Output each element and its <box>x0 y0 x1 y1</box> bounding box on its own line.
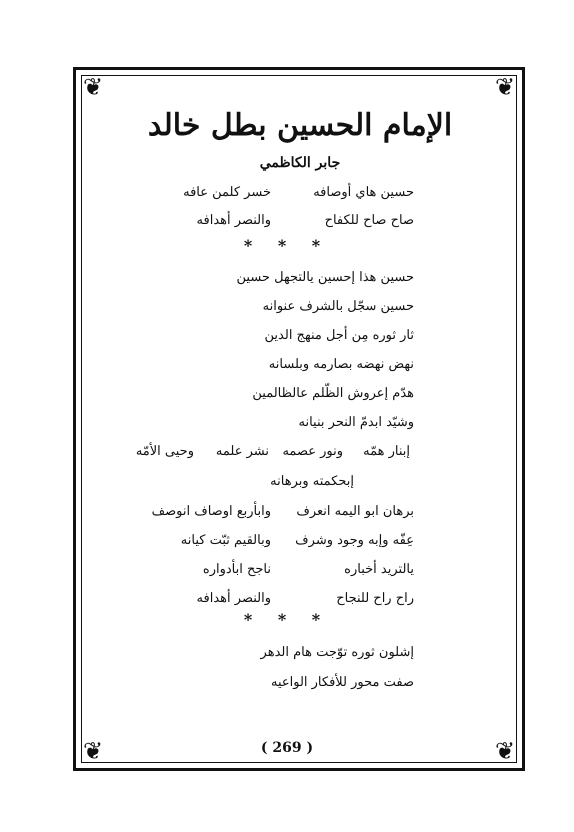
verse-hemistich: وبالقيم ثبّت كيانه <box>180 533 271 548</box>
verse-line: ثار ثوره مِن أجل منهج الدين <box>264 328 414 343</box>
corner-ornament-icon: ❦ <box>494 737 516 765</box>
verse-hemistich: ناجح ابأدواره <box>202 562 271 577</box>
verse-line: وشيّد ابدمّ النحر بنيانه <box>298 415 414 430</box>
corner-ornament-icon: ❦ <box>82 737 104 765</box>
verse-hemistich: برهان ابو اليمه انعرف <box>296 504 414 519</box>
verse-hemistich: وابأربع اوصاف انوصف <box>151 504 271 519</box>
page-number: ( 269 ) <box>260 740 314 756</box>
poet-name: جابر الكاظمي <box>259 155 341 171</box>
corner-ornament-icon: ❦ <box>494 73 516 101</box>
verse-segment: نشر علمه <box>215 444 269 459</box>
corner-ornament-icon: ❦ <box>82 73 104 101</box>
verse-segment: ونور عصمه <box>282 444 343 459</box>
verse-hemistich: يالتريد أخباره <box>344 562 414 577</box>
verse-hemistich: والنصر أهدافه <box>196 213 271 228</box>
verse-hemistich: راح راح للنجاح <box>336 591 414 606</box>
verse-line: هدّم إعروش الظّلم عالظالمين <box>252 386 414 401</box>
verse-line: حسين سجّل بالشرف عنوانه <box>262 299 414 314</box>
section-divider: * * * <box>243 610 331 629</box>
verse-hemistich: والنصر أهدافه <box>196 591 271 606</box>
verse-segment: وحيى الأمّه <box>135 444 194 459</box>
verse-line: إبحكمته وبرهانه <box>270 474 354 489</box>
verse-hemistich: خسر كلمن عافه <box>183 185 271 200</box>
verse-line: حسين هذا إحسين يالتجهل حسين <box>236 270 414 285</box>
poem-title: الإمام الحسين بطل خالد <box>147 108 453 143</box>
verse-hemistich: حسين هاي أوصافه <box>313 185 414 200</box>
verse-hemistich: عِفّه وإبه وجود وشرف <box>295 533 414 548</box>
verse-segment: إبنار همّه <box>363 444 410 459</box>
verse-line: صفت محور للأفكار الواعيه <box>270 675 414 690</box>
section-divider: * * * <box>243 236 331 255</box>
verse-line: إشلون ثوره توّجت هام الدهر <box>260 645 414 660</box>
verse-line: نهض نهضه بصارمه وبلسانه <box>268 357 414 372</box>
verse-hemistich: صاح صاح للكفاح <box>324 213 414 228</box>
